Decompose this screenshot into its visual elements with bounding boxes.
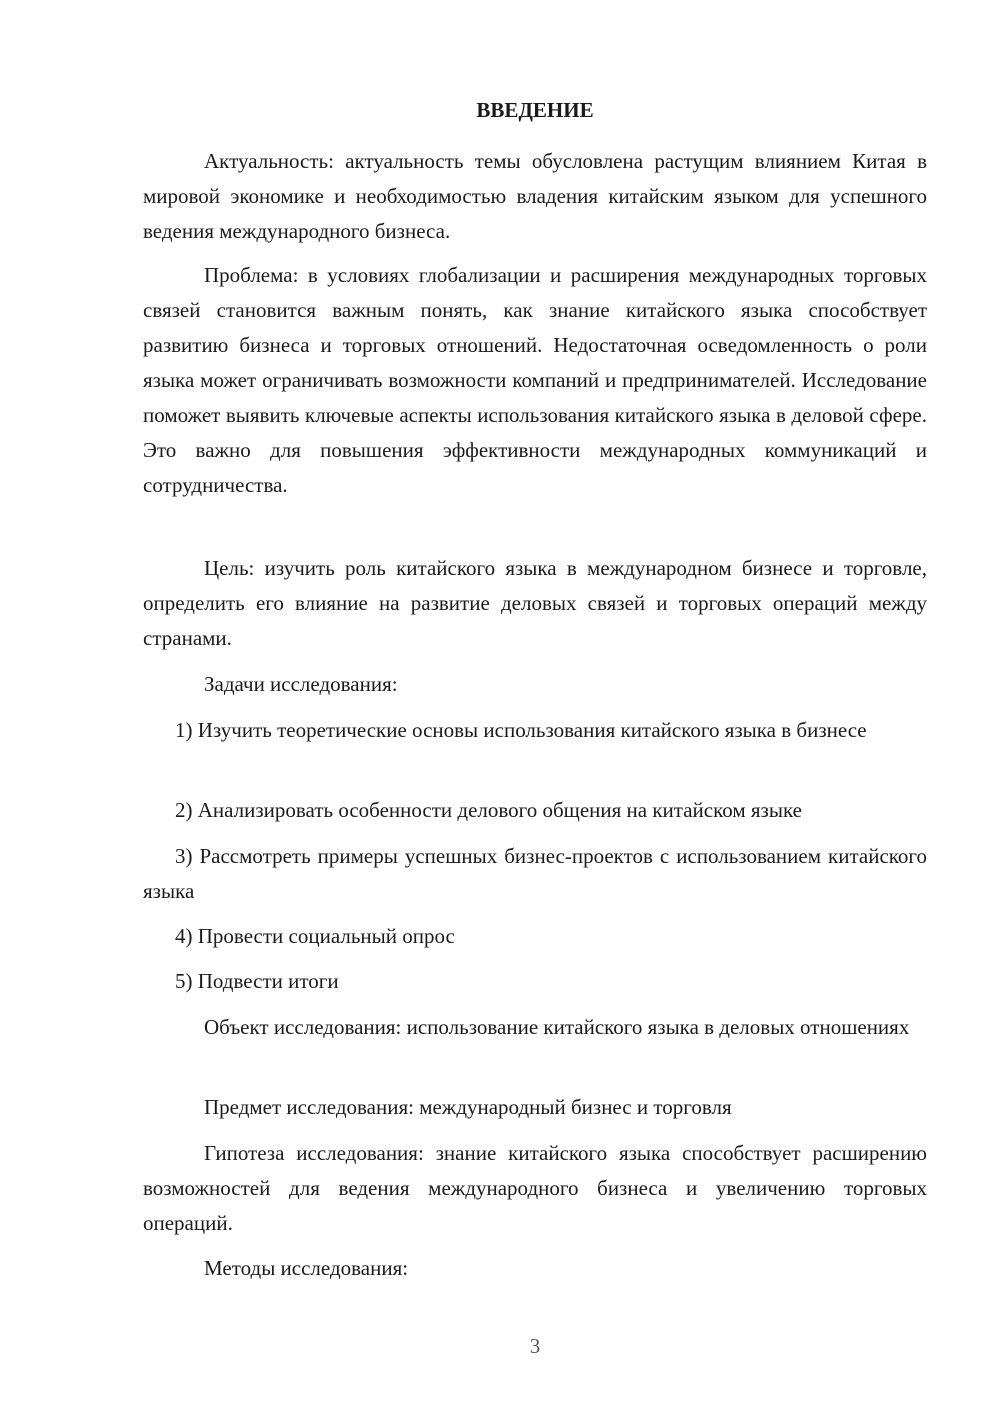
goal-paragraph: Цель: изучить роль китайского языка в международном бизнесе и торговле, определить его влияние на развитие деловых связей и торговых операций между странами.	[143, 556, 927, 650]
methods-paragraph: Методы исследования:	[204, 1256, 409, 1280]
object-paragraph: Объект исследования: использование китайского языка в деловых отношениях	[204, 1015, 910, 1039]
hypothesis-paragraph: Гипотеза исследования: знание китайского языка способствует расширению возможностей для ведения международного бизнеса и увеличению торговых операций.	[143, 1141, 927, 1235]
task-item-2: 2) Анализировать особенности делового общения на китайском языке	[175, 798, 802, 822]
problem-paragraph: Проблема: в условиях глобализации и расширения международных торговых связей становится важным понять, как знание китайского языка способствует развитию бизнеса и торговых отношений. Недостаточная осведомленность о роли языка может ограничивать возможности компаний и предпринимателей. Исследование поможет выявить ключевые аспекты использования китайского языка в деловой сфере. Это важно для повышения эффективности международных коммуникаций и сотрудничества.	[143, 263, 927, 497]
task-item-1: 1) Изучить теоретические основы использования китайского языка в бизнесе	[175, 718, 867, 742]
subject-paragraph: Предмет исследования: международный бизнес и торговля	[204, 1095, 732, 1119]
page-number: 3	[529, 1334, 541, 1358]
task-item-5: 5) Подвести итоги	[175, 969, 339, 993]
tasks-heading: Задачи исследования:	[204, 672, 398, 696]
task-item-3: 3) Рассмотреть примеры успешных бизнес-проектов с использованием китайского языка	[143, 844, 927, 903]
page-title: ВВЕДЕНИЕ	[476, 98, 594, 122]
task-item-4: 4) Провести социальный опрос	[175, 924, 455, 948]
relevance-paragraph: Актуальность: актуальность темы обусловлена растущим влиянием Китая в мировой экономике и необходимостью владения китайским языком для успешного ведения международного бизнеса.	[143, 149, 927, 243]
